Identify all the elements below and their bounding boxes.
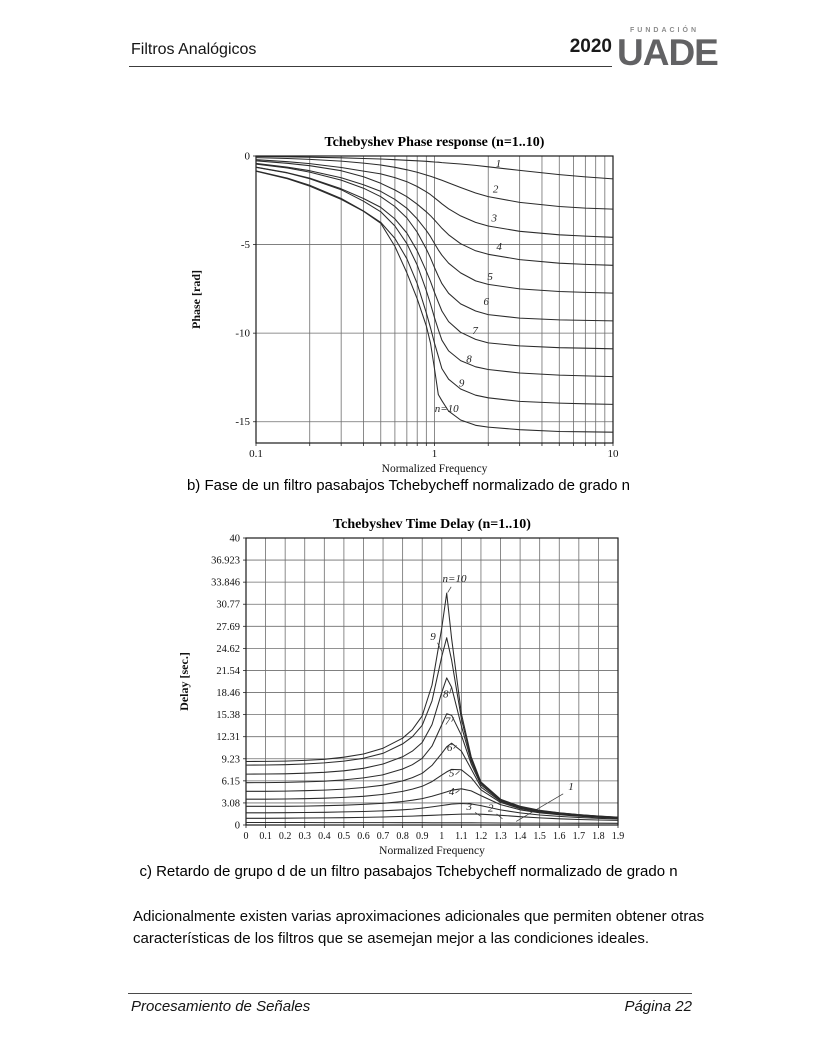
logo-fundacion-text: FUNDACIÓN	[630, 27, 699, 34]
series-label: 1	[568, 780, 574, 793]
header-rule	[129, 66, 612, 67]
series-label: 2	[492, 183, 499, 196]
x-tick-label: 1.6	[553, 831, 566, 842]
y-tick-label: 12.31	[216, 732, 240, 744]
y-tick-label: 3.08	[221, 798, 240, 810]
chart-title: Tchebyshev Time Delay (n=1..10)	[333, 517, 531, 532]
time-delay-chart	[170, 510, 670, 862]
x-tick-label: 1.5	[533, 831, 546, 842]
y-tick-label: 15.38	[216, 710, 240, 722]
x-tick-label: 1.3	[494, 831, 507, 842]
x-tick-label: 0.2	[278, 831, 292, 842]
series-path-n10	[246, 593, 618, 817]
series-label: 9	[430, 630, 436, 643]
x-tick-label: 1	[439, 831, 445, 842]
series-label: 2	[487, 802, 494, 815]
y-tick-label: 0	[244, 150, 250, 163]
x-tick-label: 0.3	[298, 831, 311, 842]
y-tick-label: 40	[229, 533, 240, 545]
y-tick-label: -5	[240, 239, 250, 252]
y-tick-label: 24.62	[216, 643, 240, 655]
footer-page-label: Página 22	[624, 998, 692, 1015]
series-path-n5	[246, 769, 618, 818]
y-tick-label: 33.846	[211, 577, 240, 589]
series-label-leader	[455, 790, 459, 793]
footer-rule	[128, 993, 692, 994]
x-tick-label: 1.1	[455, 831, 468, 842]
figure-c-caption: c) Retardo de grupo d de un filtro pasabajos Tchebycheff normalizado de grado n	[139, 863, 678, 880]
figure-b-caption: b) Fase de un filtro pasabajos Tchebycheff normalizado de grado n	[186, 477, 631, 494]
uade-logo	[617, 27, 718, 73]
y-tick-label: 27.69	[216, 621, 240, 633]
x-tick-label: 1.4	[513, 831, 527, 842]
x-axis-label: Normalized Frequency	[381, 463, 488, 475]
footer	[131, 998, 692, 1015]
series-label: 1	[495, 157, 502, 170]
header-title: Filtros Analógicos	[131, 41, 257, 58]
x-tick-label: 0.7	[376, 831, 390, 842]
series-label: 3	[466, 800, 472, 813]
x-tick-label: 1.9	[611, 831, 625, 842]
y-tick-label: 30.77	[216, 599, 240, 611]
y-tick-label: 0	[234, 820, 240, 832]
series-label: 8	[442, 688, 449, 701]
series-label: 3	[491, 212, 497, 225]
series-label: n=10	[434, 402, 459, 415]
y-tick-label: 6.15	[221, 776, 240, 788]
series-label: 7	[444, 715, 451, 728]
y-tick-label: -10	[235, 327, 250, 340]
y-tick-label: 36.923	[211, 555, 240, 567]
series-label: 6	[446, 742, 453, 755]
series-path-n1	[246, 823, 618, 824]
x-tick-label: 10	[607, 448, 619, 460]
x-tick-label: 1	[431, 448, 438, 460]
y-axis-label: Phase [rad]	[189, 270, 203, 329]
x-tick-label: 0.1	[249, 448, 263, 460]
y-tick-label: 18.46	[216, 688, 240, 700]
series-label: 4	[496, 240, 502, 253]
series-label-leader	[497, 814, 503, 819]
series-label: 4	[448, 785, 455, 798]
footer-course-label: Procesamiento de Señales	[131, 998, 311, 1015]
series-label: 9	[458, 377, 465, 390]
x-tick-label: 0.6	[357, 831, 370, 842]
y-tick-label: -15	[235, 416, 250, 429]
chart-title: Tchebyshev Phase response (n=1..10)	[324, 135, 545, 150]
series-label: n=10	[442, 572, 467, 585]
x-tick-label: 0	[243, 831, 249, 842]
y-tick-label: 9.23	[221, 754, 240, 766]
series-label: 5	[448, 767, 455, 780]
logo-uade-text: UADE	[617, 32, 718, 73]
series-label: 8	[466, 353, 472, 366]
phase-response-chart	[180, 128, 650, 480]
series-label: 6	[483, 295, 490, 308]
x-tick-label: 0.9	[415, 831, 429, 842]
x-tick-label: 0.8	[396, 831, 409, 842]
series-label-leader	[448, 587, 452, 593]
x-tick-label: 1.7	[572, 831, 586, 842]
series-label: 5	[487, 271, 493, 284]
x-axis-label: Normalized Frequency	[379, 845, 485, 857]
x-tick-label: 0.1	[259, 831, 272, 842]
y-axis-label: Delay [sec.]	[177, 652, 191, 711]
x-tick-label: 0.5	[337, 831, 351, 842]
header-year-label: 2020	[569, 36, 612, 57]
x-tick-label: 1.8	[592, 831, 605, 842]
y-tick-label: 21.54	[216, 665, 240, 677]
x-tick-label: 1.2	[474, 831, 488, 842]
series-label-leader	[455, 771, 459, 775]
series-label: 7	[472, 325, 478, 338]
x-tick-label: 0.4	[318, 831, 331, 842]
body-paragraph: Adicionalmente existen varias aproximaciones adicionales que permiten obtener otras características de los filtros que se asemejan mejor a las condiciones ideales.	[133, 908, 705, 947]
